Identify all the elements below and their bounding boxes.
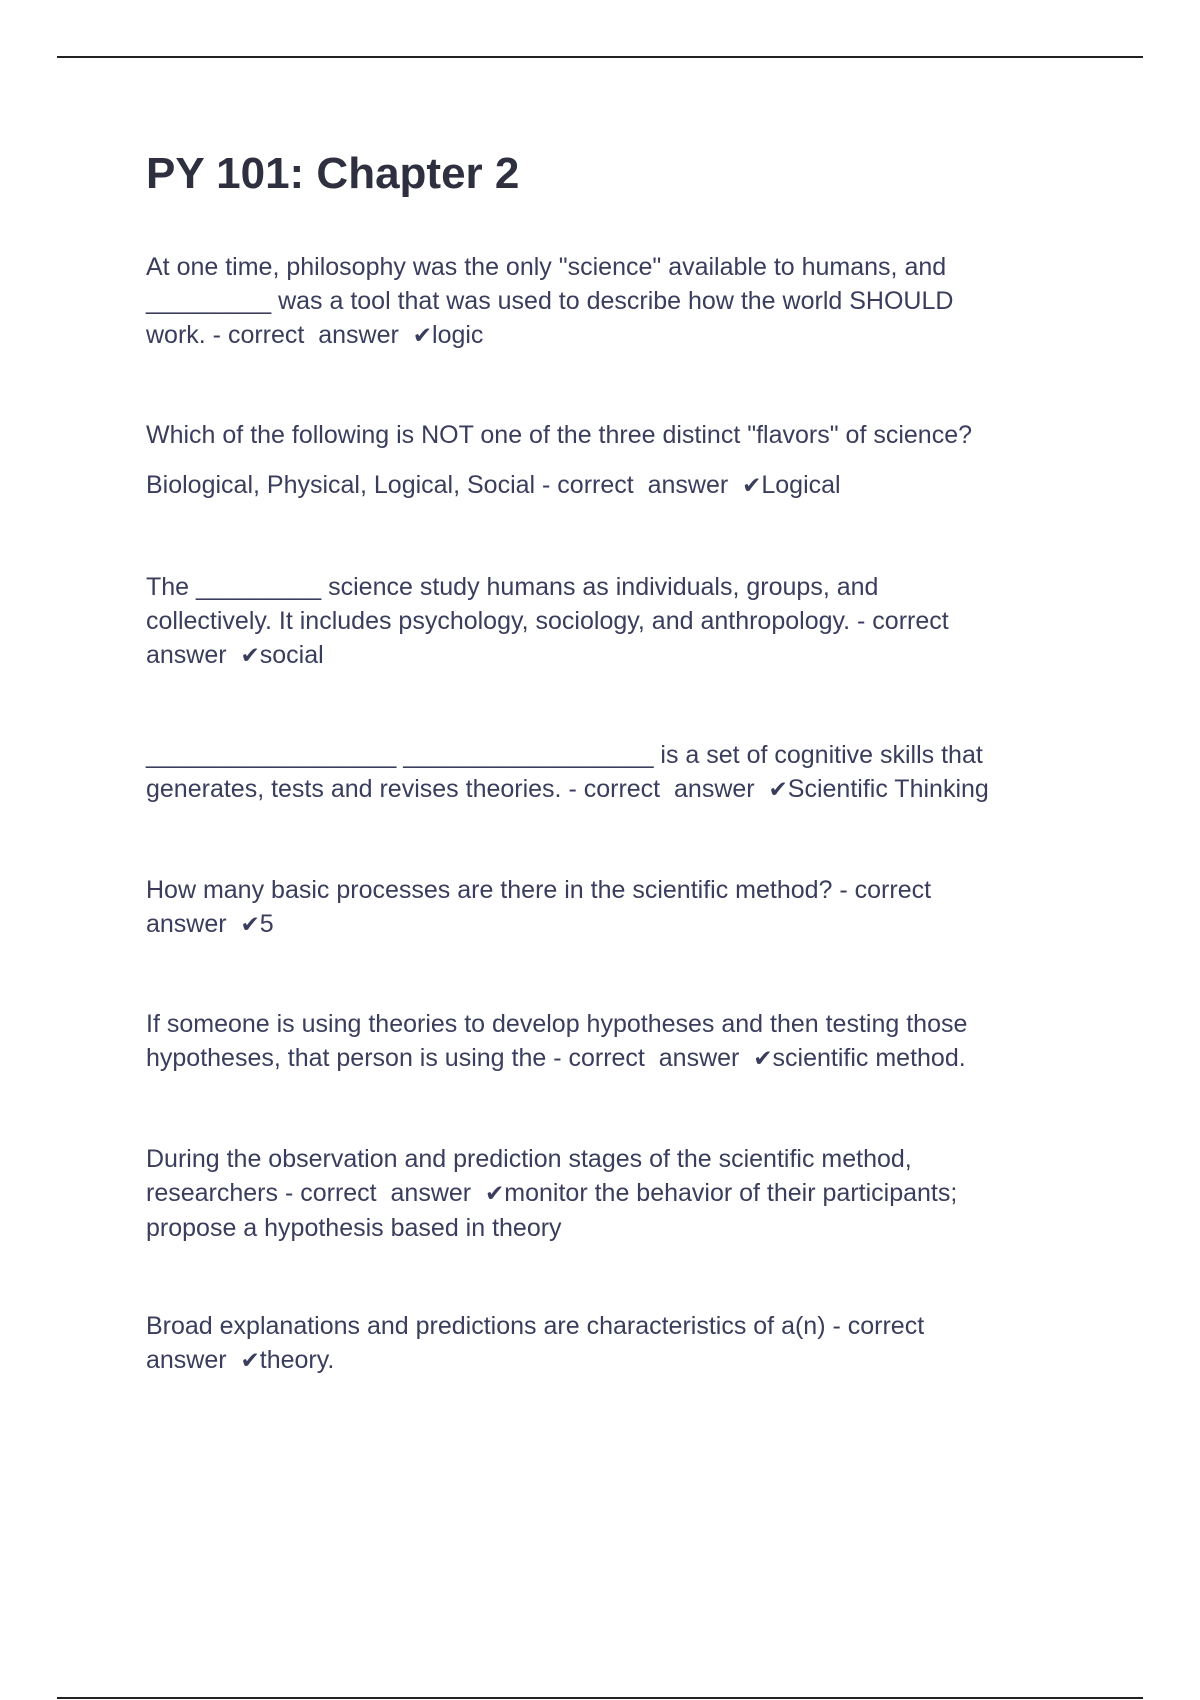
checkmark-icon: ✔ (412, 323, 433, 349)
qa-item-8 (146, 1309, 1076, 1378)
checkmark-icon: ✔ (742, 473, 762, 499)
question-line: answer (146, 641, 241, 669)
qa-item-7 (146, 1142, 1076, 1245)
question-line: During the observation and prediction stages of the scientific method, (146, 1145, 912, 1173)
question-line: If someone is using theories to develop hypotheses and then testing those (146, 1010, 968, 1038)
question-line: researchers - correct answer (146, 1179, 485, 1207)
checkmark-icon: ✔ (768, 777, 788, 803)
answer-text: Scientific Thinking (787, 775, 989, 803)
answer-text: Logical (761, 471, 841, 499)
qa-item-4 (146, 738, 1076, 807)
answer-text: social (259, 641, 324, 669)
checkmark-icon: ✔ (240, 912, 260, 938)
answer-text: logic (432, 321, 484, 349)
answer-text: monitor the behavior of their participants; (504, 1179, 958, 1207)
question-line: generates, tests and revises theories. - correct answer (146, 775, 769, 803)
question-line: answer (146, 1346, 241, 1374)
question-line: collectively. It includes psychology, sociology, and anthropology. - correct (146, 607, 949, 635)
question-line: _________ was a tool that was used to describe how the world SHOULD (146, 287, 954, 315)
question-line: At one time, philosophy was the only "science" available to humans, and (146, 253, 947, 281)
question-line: Biological, Physical, Logical, Social - correct answer (146, 471, 743, 499)
answer-text: 5 (259, 910, 274, 938)
answer-text: scientific method. (772, 1044, 966, 1072)
answer-continuation: propose a hypothesis based in theory (146, 1214, 562, 1242)
question-line: The _________ science study humans as individuals, groups, and (146, 573, 879, 601)
question-line: hypotheses, that person is using the - correct answer (146, 1044, 754, 1072)
checkmark-icon: ✔ (240, 643, 260, 669)
qa-item-3 (146, 570, 1076, 673)
top-rule (57, 56, 1143, 58)
qa-item-5 (146, 873, 1076, 942)
question-line: answer (146, 910, 241, 938)
qa-item-6 (146, 1007, 1076, 1076)
question-line: Which of the following is NOT one of the three distinct "flavors" of science? (146, 421, 973, 449)
question-line: How many basic processes are there in the scientific method? - correct (146, 876, 932, 904)
qa-item-2 (146, 418, 1076, 503)
question-line: work. - correct answer (146, 321, 413, 349)
checkmark-icon: ✔ (485, 1181, 505, 1207)
checkmark-icon: ✔ (753, 1046, 773, 1072)
bottom-rule (57, 1697, 1143, 1699)
question-line: Broad explanations and predictions are characteristics of a(n) - correct (146, 1312, 925, 1340)
question-line: __________________ __________________ is a set of cognitive skills that (146, 741, 983, 769)
page-title: PY 101: Chapter 2 (146, 149, 520, 198)
answer-text: theory. (259, 1346, 335, 1374)
checkmark-icon: ✔ (240, 1348, 260, 1374)
qa-item-1 (146, 250, 1076, 353)
